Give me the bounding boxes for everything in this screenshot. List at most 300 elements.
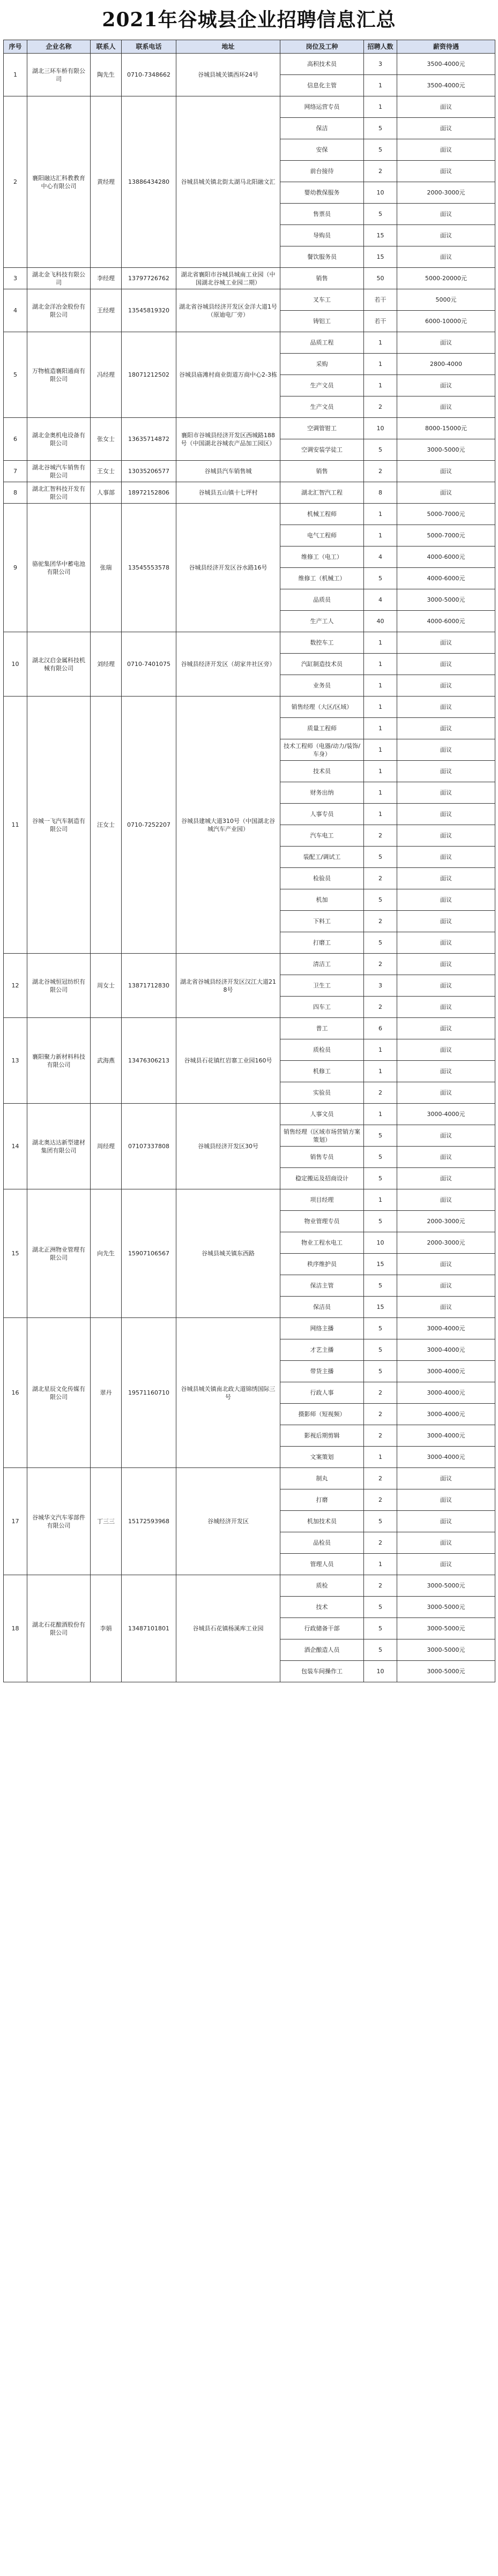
headcount-cell: 3 — [364, 54, 397, 75]
contact-person-cell: 周女士 — [91, 954, 122, 1018]
headcount-cell: 5 — [364, 1147, 397, 1168]
company-name-cell: 骆驼集团华中蓄电池有限公司 — [27, 504, 91, 632]
job-title-cell: 行政人事 — [280, 1382, 364, 1404]
job-title-cell: 售票员 — [280, 204, 364, 225]
job-title-cell: 清洁工 — [280, 954, 364, 975]
salary-cell: 面议 — [397, 675, 495, 697]
salary-cell: 面议 — [397, 954, 495, 975]
headcount-cell: 50 — [364, 268, 397, 289]
company-name-cell: 谷城一飞汽车制造有限公司 — [27, 697, 91, 954]
table-row — [4, 1468, 495, 1489]
job-title-cell: 电气工程师 — [280, 525, 364, 546]
job-title-cell: 保洁主管 — [280, 1275, 364, 1297]
company-name-cell: 襄阳融达汇科教教育中心有限公司 — [27, 96, 91, 268]
table-row — [4, 268, 495, 289]
contact-person-cell: 向先生 — [91, 1189, 122, 1318]
company-number-cell: 17 — [4, 1468, 27, 1575]
address-cell: 谷城县城关镇南北政大道锦绣国际三号 — [176, 1318, 280, 1468]
headcount-cell: 5 — [364, 1168, 397, 1189]
headcount-cell: 5 — [364, 1597, 397, 1618]
company-number-cell: 7 — [4, 461, 27, 482]
headcount-cell: 5 — [364, 1618, 397, 1639]
job-title-cell: 实验员 — [280, 1082, 364, 1104]
company-name-cell: 襄阳聚力新材料科技有限公司 — [27, 1018, 91, 1104]
contact-person-cell: 周经理 — [91, 1104, 122, 1189]
salary-cell: 3000-4000元 — [397, 1339, 495, 1361]
job-title-cell: 铸铝工 — [280, 311, 364, 332]
salary-cell: 面议 — [397, 204, 495, 225]
headcount-cell: 2 — [364, 997, 397, 1018]
headcount-cell: 10 — [364, 1661, 397, 1682]
company-number-cell: 11 — [4, 697, 27, 954]
contact-person-cell: 冯经理 — [91, 332, 122, 418]
headcount-cell: 2 — [364, 396, 397, 418]
headcount-cell: 1 — [364, 332, 397, 354]
address-cell: 谷城县汽车销售城 — [176, 461, 280, 482]
address-cell: 谷城县经济开发区谷水路16号 — [176, 504, 280, 632]
headcount-cell: 1 — [364, 654, 397, 675]
headcount-cell: 2 — [364, 1404, 397, 1425]
job-title-cell: 装配工/调试工 — [280, 847, 364, 868]
salary-cell: 3000-5000元 — [397, 1597, 495, 1618]
headcount-cell: 4 — [364, 589, 397, 611]
salary-cell: 面议 — [397, 139, 495, 161]
address-cell: 湖北省谷城县经济开发区金洋大道1号（原迪电厂旁） — [176, 289, 280, 332]
job-title-cell: 物业工程水电工 — [280, 1232, 364, 1254]
job-title-cell: 生产工人 — [280, 611, 364, 632]
headcount-cell: 1 — [364, 1039, 397, 1061]
job-title-cell: 高积技术员 — [280, 54, 364, 75]
address-cell: 谷城县经济开发区30号 — [176, 1104, 280, 1189]
job-title-cell: 网络运营专员 — [280, 96, 364, 118]
job-title-cell: 人事文员 — [280, 1104, 364, 1125]
job-title-cell: 维修工（电工） — [280, 546, 364, 568]
headcount-cell: 1 — [364, 1447, 397, 1468]
company-name-cell: 湖北汇智科技开发有限公司 — [27, 482, 91, 504]
job-title-cell: 管理人员 — [280, 1554, 364, 1575]
company-name-cell: 湖北金洋冶金股份有限公司 — [27, 289, 91, 332]
salary-cell: 3000-4000元 — [397, 1404, 495, 1425]
address-cell: 湖北省襄阳市谷城县城南工业园（中国湖北谷城工业园二期） — [176, 268, 280, 289]
headcount-cell: 10 — [364, 182, 397, 204]
headcount-cell: 5 — [364, 439, 397, 461]
job-title-cell: 保洁员 — [280, 1297, 364, 1318]
header-cell: 招聘人数 — [364, 40, 397, 54]
salary-cell: 4000-6000元 — [397, 568, 495, 589]
headcount-cell: 1 — [364, 632, 397, 654]
headcount-cell: 2 — [364, 1532, 397, 1554]
contact-person-cell: 王经理 — [91, 289, 122, 332]
job-title-cell: 打磨 — [280, 1489, 364, 1511]
headcount-cell: 5 — [364, 204, 397, 225]
header-cell: 岗位及工种 — [280, 40, 364, 54]
job-title-cell: 技术工程师（电器/动力/装饰/车身） — [280, 739, 364, 761]
salary-cell: 面议 — [397, 932, 495, 954]
company-name-cell: 湖北金奥机电设备有限公司 — [27, 418, 91, 461]
contact-phone-cell: 18071212502 — [122, 332, 176, 418]
salary-cell: 8000-15000元 — [397, 418, 495, 439]
salary-cell: 面议 — [397, 375, 495, 396]
job-title-cell: 技术 — [280, 1597, 364, 1618]
salary-cell: 面议 — [397, 1532, 495, 1554]
headcount-cell: 1 — [364, 761, 397, 782]
job-title-cell: 秩序维护员 — [280, 1254, 364, 1275]
salary-cell: 2800-4000 — [397, 354, 495, 375]
company-name-cell: 湖北金飞科技有限公司 — [27, 268, 91, 289]
contact-person-cell: 翠丹 — [91, 1318, 122, 1468]
table-row — [4, 418, 495, 439]
job-title-cell: 销售经理（区域市场营销方案策划） — [280, 1125, 364, 1147]
company-number-cell: 16 — [4, 1318, 27, 1468]
header-cell: 薪资待遇 — [397, 40, 495, 54]
salary-cell: 面议 — [397, 118, 495, 139]
salary-cell: 4000-6000元 — [397, 611, 495, 632]
headcount-cell: 5 — [364, 847, 397, 868]
table-row — [4, 482, 495, 504]
contact-phone-cell: 13635714872 — [122, 418, 176, 461]
salary-cell: 3000-4000元 — [397, 1382, 495, 1404]
salary-cell: 面议 — [397, 1189, 495, 1211]
table-row — [4, 96, 495, 118]
headcount-cell: 1 — [364, 782, 397, 804]
job-title-cell: 汽缸制造技术员 — [280, 654, 364, 675]
contact-person-cell: 黄经理 — [91, 96, 122, 268]
headcount-cell: 1 — [364, 504, 397, 525]
job-title-cell: 机修工 — [280, 1061, 364, 1082]
contact-phone-cell: 13797726762 — [122, 268, 176, 289]
header-cell: 地址 — [176, 40, 280, 54]
headcount-cell: 1 — [364, 718, 397, 739]
contact-phone-cell: 13871712830 — [122, 954, 176, 1018]
contact-phone-cell: 07107337808 — [122, 1104, 176, 1189]
address-cell: 襄阳市谷城县经济开发区西城路188号（中国湖北谷城农产品加工园区） — [176, 418, 280, 461]
salary-cell: 面议 — [397, 1125, 495, 1147]
table-row — [4, 1189, 495, 1211]
company-name-cell: 湖北星辰文化传媒有限公司 — [27, 1318, 91, 1468]
job-title-cell: 生产文员 — [280, 375, 364, 396]
company-name-cell: 万物植造襄阳通商有限公司 — [27, 332, 91, 418]
headcount-cell: 2 — [364, 825, 397, 847]
job-title-cell: 包装车间操作工 — [280, 1661, 364, 1682]
headcount-cell: 2 — [364, 461, 397, 482]
job-title-cell: 四车工 — [280, 997, 364, 1018]
salary-cell: 3500-4000元 — [397, 75, 495, 96]
salary-cell: 面议 — [397, 761, 495, 782]
company-number-cell: 18 — [4, 1575, 27, 1682]
company-name-cell: 湖北三环车桥有限公司 — [27, 54, 91, 96]
salary-cell: 3000-4000元 — [397, 1425, 495, 1447]
headcount-cell: 2 — [364, 161, 397, 182]
recruitment-table — [3, 40, 495, 1682]
salary-cell: 面议 — [397, 96, 495, 118]
company-number-cell: 9 — [4, 504, 27, 632]
headcount-cell: 1 — [364, 354, 397, 375]
job-title-cell: 普工 — [280, 1018, 364, 1039]
contact-person-cell: 武海燕 — [91, 1018, 122, 1104]
salary-cell: 面议 — [397, 997, 495, 1018]
address-cell: 谷城县城关镇北街太湖马北阳融文汇 — [176, 96, 280, 268]
headcount-cell: 1 — [364, 1061, 397, 1082]
headcount-cell: 2 — [364, 954, 397, 975]
company-number-cell: 15 — [4, 1189, 27, 1318]
contact-person-cell: 张女士 — [91, 418, 122, 461]
salary-cell: 面议 — [397, 332, 495, 354]
job-title-cell: 叉车工 — [280, 289, 364, 311]
table-row — [4, 697, 495, 718]
headcount-cell: 8 — [364, 482, 397, 504]
job-title-cell: 婴幼教保服务 — [280, 182, 364, 204]
salary-cell: 面议 — [397, 1039, 495, 1061]
contact-phone-cell: 15907106567 — [122, 1189, 176, 1318]
contact-person-cell: 汪女士 — [91, 697, 122, 954]
job-title-cell: 空调安装学徒工 — [280, 439, 364, 461]
headcount-cell: 1 — [364, 804, 397, 825]
company-number-cell: 3 — [4, 268, 27, 289]
headcount-cell: 1 — [364, 96, 397, 118]
headcount-cell: 5 — [364, 139, 397, 161]
table-row — [4, 1018, 495, 1039]
headcount-cell: 1 — [364, 1554, 397, 1575]
headcount-cell: 若干 — [364, 311, 397, 332]
job-title-cell: 稳定搬运及招商设计 — [280, 1168, 364, 1189]
salary-cell: 面议 — [397, 1468, 495, 1489]
job-title-cell: 摄影师（短视频） — [280, 1404, 364, 1425]
job-title-cell: 机加技术员 — [280, 1511, 364, 1532]
job-title-cell: 销售 — [280, 461, 364, 482]
contact-person-cell: 人事部 — [91, 482, 122, 504]
company-name-cell: 湖北汉启金属科技机械有限公司 — [27, 632, 91, 697]
headcount-cell: 15 — [364, 246, 397, 268]
job-title-cell: 品质员 — [280, 589, 364, 611]
company-number-cell: 10 — [4, 632, 27, 697]
job-title-cell: 前台接待 — [280, 161, 364, 182]
headcount-cell: 5 — [364, 1318, 397, 1339]
headcount-cell: 5 — [364, 1275, 397, 1297]
contact-phone-cell: 13487101801 — [122, 1575, 176, 1682]
job-title-cell: 数控车工 — [280, 632, 364, 654]
job-title-cell: 销售专员 — [280, 1147, 364, 1168]
salary-cell: 面议 — [397, 246, 495, 268]
address-cell: 谷城县城关镇西环24号 — [176, 54, 280, 96]
headcount-cell: 5 — [364, 1639, 397, 1661]
salary-cell: 面议 — [397, 396, 495, 418]
job-title-cell: 网络主播 — [280, 1318, 364, 1339]
salary-cell: 面议 — [397, 739, 495, 761]
job-title-cell: 财务出纳 — [280, 782, 364, 804]
salary-cell: 3000-5000元 — [397, 439, 495, 461]
job-title-cell: 销售经理（大区/区域） — [280, 697, 364, 718]
company-name-cell: 谷城华文汽车零部件有限公司 — [27, 1468, 91, 1575]
salary-cell: 面议 — [397, 1275, 495, 1297]
job-title-cell: 机加 — [280, 889, 364, 911]
job-title-cell: 品检员 — [280, 1532, 364, 1554]
job-title-cell: 信息化主管 — [280, 75, 364, 96]
job-title-cell: 人事专员 — [280, 804, 364, 825]
salary-cell: 面议 — [397, 654, 495, 675]
table-row — [4, 461, 495, 482]
contact-person-cell: 陶先生 — [91, 54, 122, 96]
contact-phone-cell: 13545819320 — [122, 289, 176, 332]
contact-person-cell: 李经理 — [91, 268, 122, 289]
table-row — [4, 1104, 495, 1125]
salary-cell: 5000-7000元 — [397, 525, 495, 546]
job-title-cell: 才艺主播 — [280, 1339, 364, 1361]
salary-cell: 6000-10000元 — [397, 311, 495, 332]
salary-cell: 面议 — [397, 1018, 495, 1039]
salary-cell: 面议 — [397, 482, 495, 504]
salary-cell: 面议 — [397, 804, 495, 825]
table-row — [4, 332, 495, 354]
address-cell: 谷城县建城大道310号（中国湖北谷城汽车产业园） — [176, 697, 280, 954]
headcount-cell: 5 — [364, 1511, 397, 1532]
salary-cell: 面议 — [397, 975, 495, 997]
headcount-cell: 2 — [364, 1575, 397, 1597]
company-number-cell: 12 — [4, 954, 27, 1018]
company-name-cell: 湖北谷城恒冠纺织有限公司 — [27, 954, 91, 1018]
company-number-cell: 13 — [4, 1018, 27, 1104]
headcount-cell: 5 — [364, 932, 397, 954]
salary-cell: 面议 — [397, 697, 495, 718]
address-cell: 谷城县城关镇东西路 — [176, 1189, 280, 1318]
header-cell: 联系人 — [91, 40, 122, 54]
job-title-cell: 维修工（机械工） — [280, 568, 364, 589]
salary-cell: 3000-5000元 — [397, 1639, 495, 1661]
salary-cell: 面议 — [397, 889, 495, 911]
address-cell: 谷城县五山镇十七坪村 — [176, 482, 280, 504]
headcount-cell: 5 — [364, 1361, 397, 1382]
salary-cell: 面议 — [397, 782, 495, 804]
job-title-cell: 质检 — [280, 1575, 364, 1597]
table-row — [4, 1575, 495, 1597]
headcount-cell: 2 — [364, 1425, 397, 1447]
job-title-cell: 酒企酿造人员 — [280, 1639, 364, 1661]
contact-phone-cell: 13476306213 — [122, 1018, 176, 1104]
contact-person-cell: 刘经理 — [91, 632, 122, 697]
headcount-cell: 2 — [364, 868, 397, 889]
headcount-cell: 2 — [364, 1082, 397, 1104]
job-title-cell: 保洁 — [280, 118, 364, 139]
salary-cell: 面议 — [397, 1168, 495, 1189]
salary-cell: 3000-4000元 — [397, 1104, 495, 1125]
company-number-cell: 4 — [4, 289, 27, 332]
job-title-cell: 导购员 — [280, 225, 364, 246]
salary-cell: 3000-4000元 — [397, 1447, 495, 1468]
salary-cell: 3000-5000元 — [397, 1575, 495, 1597]
contact-person-cell: 王女士 — [91, 461, 122, 482]
contact-person-cell: 丁三三 — [91, 1468, 122, 1575]
recruitment-table-wrapper — [3, 40, 495, 1682]
job-title-cell: 技术员 — [280, 761, 364, 782]
salary-cell: 面议 — [397, 825, 495, 847]
salary-cell: 面议 — [397, 161, 495, 182]
header-cell: 联系电话 — [122, 40, 176, 54]
company-number-cell: 6 — [4, 418, 27, 461]
headcount-cell: 1 — [364, 525, 397, 546]
salary-cell: 面议 — [397, 911, 495, 932]
salary-cell: 面议 — [397, 718, 495, 739]
contact-phone-cell: 18972152806 — [122, 482, 176, 504]
job-title-cell: 下料工 — [280, 911, 364, 932]
contact-person-cell: 李娟 — [91, 1575, 122, 1682]
contact-phone-cell: 13035206577 — [122, 461, 176, 482]
job-title-cell: 采购 — [280, 354, 364, 375]
job-title-cell: 文案策划 — [280, 1447, 364, 1468]
table-row — [4, 632, 495, 654]
salary-cell: 面议 — [397, 461, 495, 482]
salary-cell: 面议 — [397, 632, 495, 654]
table-header-row — [4, 40, 495, 54]
salary-cell: 面议 — [397, 1082, 495, 1104]
headcount-cell: 若干 — [364, 289, 397, 311]
table-row — [4, 54, 495, 75]
headcount-cell: 1 — [364, 1189, 397, 1211]
headcount-cell: 1 — [364, 675, 397, 697]
headcount-cell: 1 — [364, 75, 397, 96]
contact-phone-cell: 0710-7252207 — [122, 697, 176, 954]
salary-cell: 2000-3000元 — [397, 1232, 495, 1254]
job-title-cell: 汽车电工 — [280, 825, 364, 847]
address-cell: 谷城县石花镇红岩寨工业园160号 — [176, 1018, 280, 1104]
salary-cell: 3000-4000元 — [397, 1361, 495, 1382]
salary-cell: 3000-5000元 — [397, 1661, 495, 1682]
job-title-cell: 项目经理 — [280, 1189, 364, 1211]
job-title-cell: 销售 — [280, 268, 364, 289]
company-number-cell: 2 — [4, 96, 27, 268]
salary-cell: 3000-5000元 — [397, 589, 495, 611]
company-number-cell: 5 — [4, 332, 27, 418]
contact-phone-cell: 0710-7401075 — [122, 632, 176, 697]
headcount-cell: 1 — [364, 1104, 397, 1125]
table-row — [4, 289, 495, 311]
address-cell: 谷城县石花镇杨溪库工业园 — [176, 1575, 280, 1682]
company-name-cell: 湖北谷城汽车销售有限公司 — [27, 461, 91, 482]
headcount-cell: 15 — [364, 1254, 397, 1275]
headcount-cell: 5 — [364, 1211, 397, 1232]
headcount-cell: 1 — [364, 697, 397, 718]
salary-cell: 3000-5000元 — [397, 1618, 495, 1639]
address-cell: 谷城经济开发区 — [176, 1468, 280, 1575]
salary-cell: 面议 — [397, 1489, 495, 1511]
company-name-cell: 湖北正洲物业管理有限公司 — [27, 1189, 91, 1318]
salary-cell: 5000-7000元 — [397, 504, 495, 525]
job-title-cell: 机械工程师 — [280, 504, 364, 525]
job-title-cell: 行政储备干部 — [280, 1618, 364, 1639]
salary-cell: 5000元 — [397, 289, 495, 311]
job-title-cell: 业务员 — [280, 675, 364, 697]
company-number-cell: 1 — [4, 54, 27, 96]
headcount-cell: 5 — [364, 889, 397, 911]
headcount-cell: 5 — [364, 1339, 397, 1361]
salary-cell: 面议 — [397, 1061, 495, 1082]
salary-cell: 面议 — [397, 1147, 495, 1168]
job-title-cell: 空调管钳工 — [280, 418, 364, 439]
salary-cell: 面议 — [397, 1254, 495, 1275]
salary-cell: 3000-4000元 — [397, 1318, 495, 1339]
headcount-cell: 40 — [364, 611, 397, 632]
headcount-cell: 3 — [364, 975, 397, 997]
salary-cell: 5000-20000元 — [397, 268, 495, 289]
headcount-cell: 5 — [364, 568, 397, 589]
header-cell: 序号 — [4, 40, 27, 54]
headcount-cell: 5 — [364, 118, 397, 139]
headcount-cell: 2 — [364, 1489, 397, 1511]
salary-cell: 面议 — [397, 1297, 495, 1318]
address-cell: 谷城县经济开发区（胡家井社区旁） — [176, 632, 280, 697]
company-name-cell: 湖北石花酿酒股份有限公司 — [27, 1575, 91, 1682]
headcount-cell: 4 — [364, 546, 397, 568]
contact-person-cell: 张瑞 — [91, 504, 122, 632]
job-title-cell: 带货主播 — [280, 1361, 364, 1382]
